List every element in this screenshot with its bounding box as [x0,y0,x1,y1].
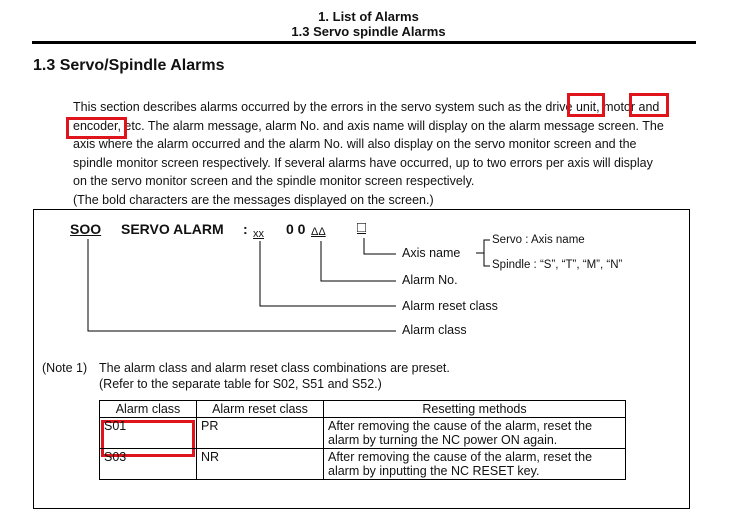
column-header: Alarm class [100,401,197,418]
table-row [100,449,626,480]
table-header-row [100,401,626,418]
alarm-no-placeholder: ΔΔ [311,226,326,238]
colon-separator: : [243,221,248,237]
intro-line: This section describes alarms occurred by the errors in the servo system such as the drive unit, motor and [73,100,660,114]
axis-box-placeholder: □ [357,219,367,236]
alarm-zeros: 0 0 [286,221,306,237]
table-row [100,418,626,449]
reset-class-cell: NR [197,449,324,480]
reset-class-cell: PR [197,418,324,449]
intro-line: encoder, etc. The alarm message, alarm No. and axis name will display on the alarm message screen. The [73,118,664,133]
section-title: 1.3 Servo/Spindle Alarms [33,57,225,74]
servo-axis-note: Servo : Axis name [492,234,585,246]
spindle-axis-note: Spindle : “S”, “T”, “M”, “N” [492,259,623,271]
subsection-heading: 1.3 Servo spindle Alarms [291,24,446,39]
intro-line: (The bold characters are the messages displayed on the screen.) [73,192,434,207]
alarm-code-prefix: SOO [70,221,102,237]
reset-class-placeholder: xx [253,228,264,240]
method-line: After removing the cause of the alarm, reset the [328,419,593,433]
resetting-method-cell [324,418,626,449]
note-label: (Note 1) [42,361,88,375]
intro-line: axis where the alarm occurred and the alarm No. will also display on the servo monitor screen and the [73,137,637,152]
method-line: alarm by inputting the NC RESET key. [328,464,540,478]
method-line: After removing the cause of the alarm, reset the [328,450,593,464]
alarm-class-table [99,400,626,480]
alarm-reset-class-label: Alarm reset class [402,299,498,313]
method-line: alarm by turning the NC power ON again. [328,433,558,447]
column-header: Alarm reset class [197,401,324,418]
alarm-no-label: Alarm No. [402,273,458,287]
note-line-2: (Refer to the separate table for S02, S51 and S52.) [99,377,382,391]
alarm-class-cell: S03 [100,449,197,480]
axis-name-label: Axis name [402,246,461,260]
resetting-method-cell [324,449,626,480]
alarm-class-cell: S01 [100,418,197,449]
intro-line: spindle monitor screen respectively. If several alarms have occurred, up to two errors per axis will display [73,155,653,170]
column-header: Resetting methods [324,401,626,418]
alarm-class-label: Alarm class [402,323,467,337]
servo-alarm-label: SERVO ALARM [121,221,224,237]
note-line-1: The alarm class and alarm reset class combinations are preset. [99,361,450,375]
chapter-heading: 1. List of Alarms [318,9,419,24]
intro-line: on the servo monitor screen and the spindle monitor screen respectively. [73,174,475,189]
